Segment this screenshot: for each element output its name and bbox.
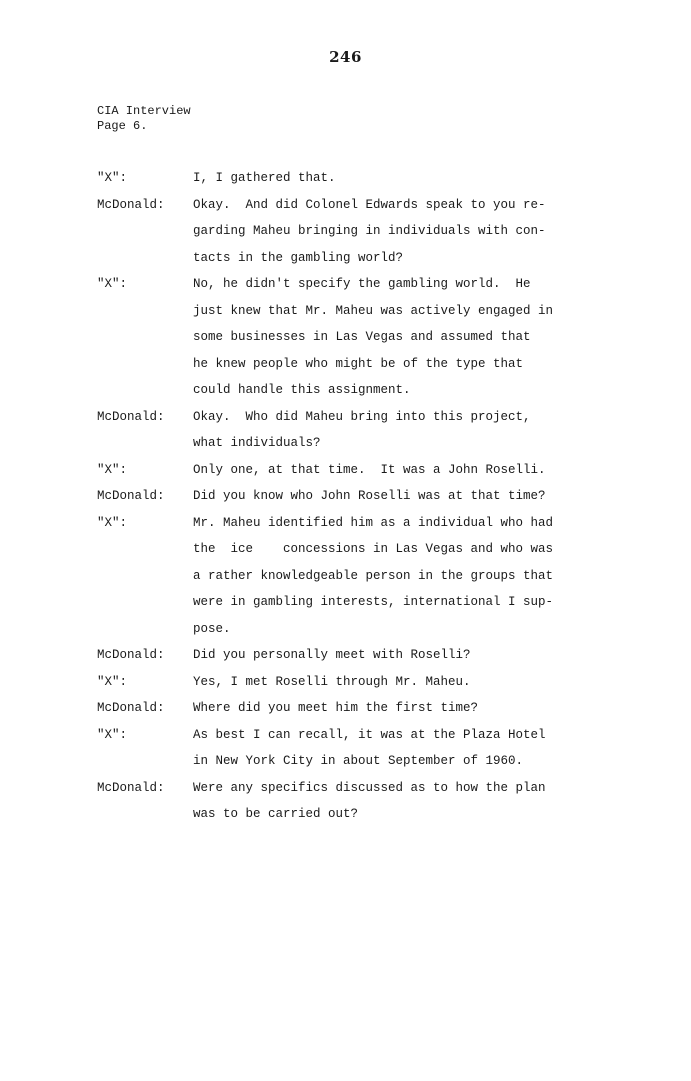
- speech-line: Okay. And did Colonel Edwards speak to you re-: [193, 197, 546, 212]
- speech-line: what individuals?: [193, 436, 321, 450]
- speech-line: tacts in the gambling world?: [193, 250, 404, 265]
- speech-text: [193, 510, 597, 643]
- speaker-label: "X":: [97, 674, 128, 689]
- speaker-label: McDonald:: [97, 701, 165, 715]
- speech-line: could handle this assignment.: [193, 383, 411, 397]
- document-header: [97, 104, 191, 134]
- transcript-entry: [97, 457, 597, 484]
- speaker-label: "X":: [97, 277, 128, 291]
- transcript-entry: [97, 695, 597, 722]
- speaker-label: "X":: [97, 171, 128, 185]
- speech-text: [193, 642, 597, 669]
- page-number: 246: [329, 48, 362, 66]
- speech-line: was to be carried out?: [193, 807, 359, 821]
- transcript-entry: [97, 192, 597, 272]
- transcript-entry: [97, 642, 597, 669]
- transcript-entry: [97, 775, 597, 828]
- speech-line: were in gambling interests, international I sup-: [193, 595, 554, 609]
- header-title: CIA Interview: [97, 104, 191, 118]
- speech-line: the ice concessions in Las Vegas and who was: [193, 542, 554, 556]
- speech-line: Yes, I met Roselli through Mr. Maheu.: [193, 674, 471, 689]
- speaker-label: "X":: [97, 727, 128, 742]
- speech-line: some businesses in Las Vegas and assumed that: [193, 330, 531, 344]
- speech-line: garding Maheu bringing in individuals with con-: [193, 224, 546, 238]
- speech-text: [193, 165, 597, 192]
- speech-line: he knew people who might be of the type that: [193, 356, 524, 371]
- speech-line: Mr. Maheu identified him as a individual who had: [193, 515, 554, 530]
- speech-text: [193, 669, 597, 696]
- speech-line: Were any specifics discussed as to how the plan: [193, 780, 546, 795]
- speaker-label: McDonald:: [97, 648, 165, 662]
- speech-text: [193, 722, 597, 775]
- speech-text: [193, 775, 597, 828]
- transcript-entry: [97, 165, 597, 192]
- speech-line: just knew that Mr. Maheu was actively engaged in: [193, 303, 554, 318]
- transcript-entry: [97, 669, 597, 696]
- speech-line: No, he didn't specify the gambling world. He: [193, 277, 531, 291]
- speech-line: Okay. Who did Maheu bring into this project,: [193, 409, 531, 424]
- speech-text: [193, 457, 597, 484]
- speaker-label: McDonald:: [97, 489, 165, 503]
- speech-line: I, I gathered that.: [193, 171, 336, 185]
- speech-line: a rather knowledgeable person in the groups that: [193, 568, 554, 583]
- speech-line: As best I can recall, it was at the Plaza Hotel: [193, 727, 546, 742]
- speech-text: [193, 271, 597, 404]
- transcript-entry: [97, 722, 597, 775]
- speech-line: in New York City in about September of 1960.: [193, 754, 524, 768]
- speech-line: Did you know who John Roselli was at that time?: [193, 489, 546, 503]
- speaker-label: "X":: [97, 515, 128, 530]
- speaker-label: McDonald:: [97, 780, 165, 795]
- speaker-label: "X":: [97, 462, 128, 477]
- speech-line: Did you personally meet with Roselli?: [193, 648, 471, 662]
- transcript-entry: [97, 404, 597, 457]
- speech-text: [193, 695, 597, 722]
- speaker-label: McDonald:: [97, 197, 165, 212]
- speech-line: Where did you meet him the first time?: [193, 701, 479, 715]
- interview-transcript: [97, 165, 597, 828]
- speech-text: [193, 404, 597, 457]
- transcript-entry: [97, 271, 597, 404]
- transcript-entry: [97, 510, 597, 643]
- speaker-label: McDonald:: [97, 409, 165, 424]
- transcript-entry: [97, 483, 597, 510]
- header-page-label: Page 6.: [97, 119, 148, 133]
- speech-line: Only one, at that time. It was a John Roselli.: [193, 462, 546, 477]
- speech-line: pose.: [193, 621, 231, 636]
- speech-text: [193, 192, 597, 272]
- speech-text: [193, 483, 597, 510]
